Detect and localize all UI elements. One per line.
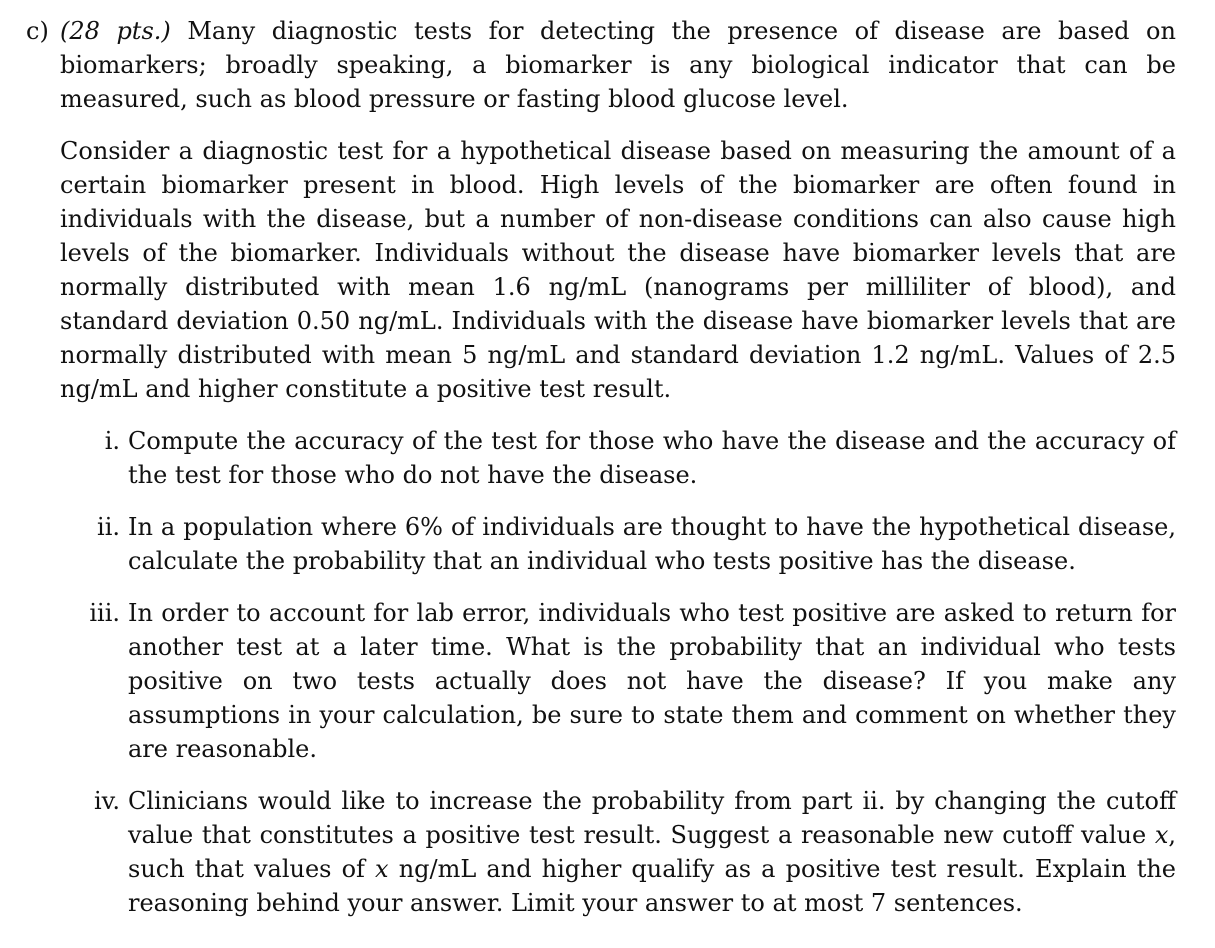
problem-body	[60, 14, 1176, 938]
subpart-text	[128, 784, 1176, 920]
subpart-text-segment: Clinicians would like to increase the probability from part ii. by changing the cutoff value that constitutes a positive test result. Suggest a reasonable new cutoff value	[128, 787, 1176, 849]
subpart-text: In a population where 6% of individuals are thought to have the hypothetical disease, calculate the probability that an individual who tests positive has the disease.	[128, 513, 1176, 575]
intro-paragraph	[60, 14, 1176, 116]
problem-page	[26, 14, 1176, 938]
subpart-i	[60, 424, 1176, 492]
subpart-text: In order to account for lab error, individuals who test positive are asked to return for another test at a later time. What is the probability that an individual who tests positive on two tests actually does not have the disease? If you make any assumptions in your calculation, be sure to state them and comment on whether they are reasonable.	[128, 599, 1176, 763]
subpart-text-segment: ng/mL and higher qualify as a positive test result. Explain the reasoning behind your answer. Limit your answer to at most 7 sentences.	[128, 855, 1176, 917]
context-paragraph: Consider a diagnostic test for a hypothetical disease based on measuring the amount of a certain biomarker present in blood. High levels of the biomarker are often found in individuals with the disease, but a number of non-disease conditions can also cause high levels of the biomarker. Individuals without the disease have biomarker levels that are normally distributed with mean 1.6 ng/mL (nanograms per milliliter of blood), and standard deviation 0.50 ng/mL. Individuals with the disease have biomarker levels that are normally distributed with mean 5 ng/mL and standard deviation 1.2 ng/mL. Values of 2.5 ng/mL and higher constitute a positive test result.	[60, 137, 1176, 403]
subpart-ii	[60, 510, 1176, 578]
subpart-iii	[60, 596, 1176, 766]
subpart-text: Compute the accuracy of the test for those who have the disease and the accuracy of the test for those who do not have the disease.	[128, 427, 1176, 489]
subpart-label: iv.	[93, 787, 120, 815]
cutoff-variable: x	[1154, 821, 1169, 849]
subparts-list	[60, 424, 1176, 920]
intro-text: Many diagnostic tests for detecting the presence of disease are based on biomarkers; broadly speaking, a biomarker is any biological indicator that can be measured, such as blood pressure or fasting blood glucose level.	[60, 17, 1176, 113]
subpart-iv	[60, 784, 1176, 920]
problem-c	[26, 14, 1176, 938]
points-label: (28 pts.)	[60, 17, 171, 45]
subpart-label: ii.	[97, 513, 120, 541]
subpart-label: i.	[104, 427, 120, 455]
cutoff-variable: x	[375, 855, 389, 883]
subpart-text-segment: , such that values of	[128, 821, 1176, 883]
problem-label: c)	[26, 17, 49, 45]
subpart-label: iii.	[89, 599, 120, 627]
